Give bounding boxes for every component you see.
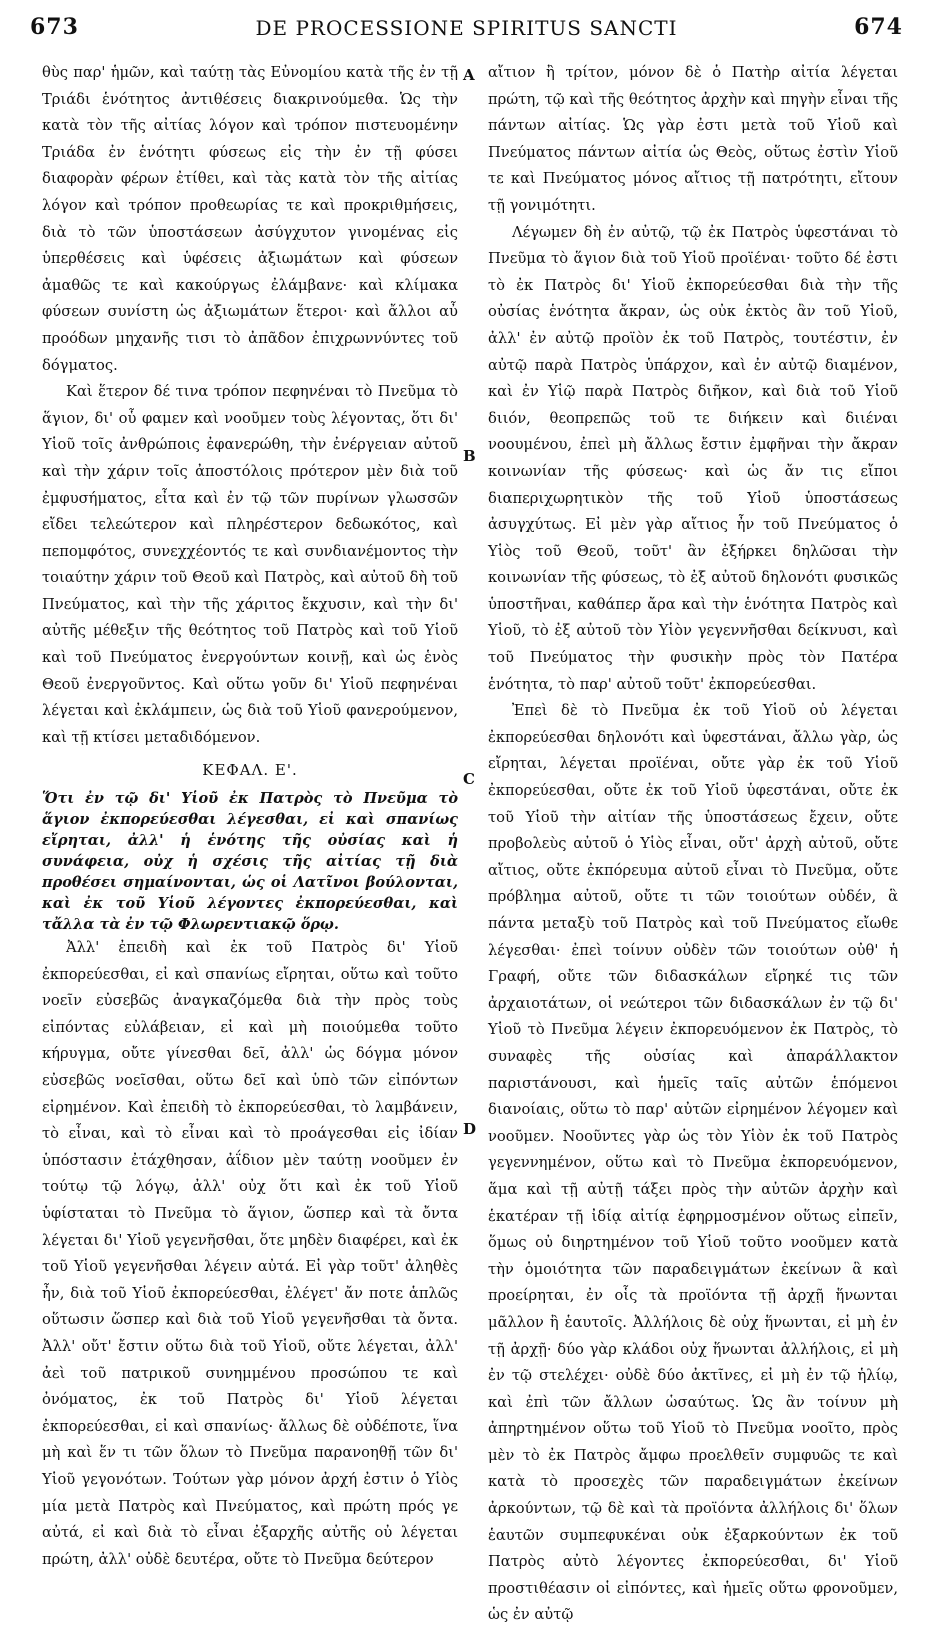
left-paragraph-2: Καὶ ἕτερον δέ τινα τρόπον πεφηνέναι τὸ Πνεῦμα τὸ ἅγιον, δι' οὗ φαμεν καὶ νοοῦμεν τοὺς λέγοντας, ὅτι δι' Υἱοῦ τοῖς ἀνθρώποις ἐφανερώθη, τὴν ἐνέργειαν αὐτοῦ καὶ τὴν χάριν τοῖς ἀποστόλοις πρότερον μὲν διὰ τοῦ ἐμφυσήματος, εἶτα καὶ ἐν τῷ τῶν πυρίνων γλωσσῶν εἴδει τελεώτερον καὶ πληρέστερον δεδωκότος, καὶ πεπομφότος, συνεχχέοντός τε καὶ συνδιανέμοντος τὴν τοιαύτην χάριν τοῦ Θεοῦ καὶ Πατρὸς, καὶ αὐτοῦ δὴ τοῦ Πνεύματος, καὶ τὴν τῆς χάριτος ἔκχυσιν, καὶ τὴν δι' αὐτῆς μέθεξιν τῆς θεότητος τοῦ Πατρὸς καὶ τοῦ Υἱοῦ καὶ τοῦ Πνεύματος ἐνεργούντων κοινῇ, καὶ ὡς ἑνὸς Θεοῦ ἐνεργοῦντος. Καὶ οὕτω γοῦν δι' Υἱοῦ πεφηνέναι λέγεται καὶ ἐκλάμπειν, ὡς διὰ τοῦ Υἱοῦ φανερούμενον, καὶ τῇ κτίσει μεταδιδόμενον. bbox=[42, 383, 458, 746]
right-paragraph-3: Ἐπεὶ δὲ τὸ Πνεῦμα ἐκ τοῦ Υἱοῦ οὐ λέγεται ἐκπορεύεσθαι δηλονότι καὶ ὑφεστάναι, ἄλλω γὰρ, ὡς εἴρηται, λέγεται προϊέναι, οὔτε γὰρ ἐκ τοῦ Υἱοῦ ἐκπορεύεσθαι, οὔτε ἐκ τοῦ Υἱοῦ ὑφεστάναι, οὔτε ἐκ τοῦ Υἱοῦ τὴν αἰτίαν τῆς ὑποστάσεως ἔχειν, οὔτε προβολεὺς αὐτοῦ ὁ Υἱὸς εἶναι, οὔτ' ἀρχὴ αὐτοῦ, οὔτε αἴτιος, οὔτε ἐκπόρευμα αὐτοῦ εἶναι τὸ Πνεῦμα, οὔτε πρόβλημα αὐτοῦ, οὔτε τι τῶν τοιούτων οὐδέν, ἃ πάντα μεταξὺ τοῦ Πατρὸς καὶ τοῦ Πνεύματος εἴωθε λέγεσθαι· ἐπεὶ τοίνυν οὐδὲν τῶν τοιούτων οὐθ' ἡ Γραφή, οὔτε τῶν διδασκάλων εἴρηκέ τις τῶν ἀρχαιοτάτων, οἱ νεώτεροι τῶν διδασκάλων ἐν τῷ δι' Υἱοῦ τὸ Πνεῦμα λέγειν ἐκπορευόμενον ἐκ Πατρὸς, τὸ συναφὲς τῆς οὐσίας καὶ ἀπαράλλακτον παριστάνουσι, καὶ ἡμεῖς ταῖς αὐτῶν ἑπόμενοι διανοίαις, οὕτω τὸ παρ' αὐτῶν εἰρημένον λέγομεν καὶ νοοῦμεν. Νοοῦντες γὰρ ὡς τὸν Υἱὸν ἐκ τοῦ Πατρὸς γεγεννημένον, οὕτω καὶ τὸ Πνεῦμα ἐκπορευόμενον, ἅμα καὶ τῇ αὐτῇ τάξει πρὸς τὴν αὐτῶν ἀρχὴν καὶ ἑκατέραν τῇ ἰδίᾳ αἰτίᾳ ἐφηρμοσμένον οὕτως εἰπεῖν, ὅμως οὐ διηρτημένον τοῦ Υἱοῦ τοῦτο νοοῦμεν κατὰ τὴν ὁμοιότητα τῶν παραδειγμάτων ἐκείνων ἃ καὶ προείρηται, ἐν οἷς τὰ προϊόντα τῇ ἀρχῇ ἥνωνται μᾶλλον ἢ ἑαυτοῖς. Ἀλλήλοις δὲ οὐχ ἥνωνται, εἰ μὴ ἐν τῇ ἀρχῇ· δύο γὰρ κλάδοι οὐχ ἥνωνται ἀλλήλοις, εἰ μὴ ἐν τῷ στελέχει· οὐδὲ δύο ἀκτῖνες, εἰ μὴ ἐν τῷ ἡλίῳ, καὶ ἐπὶ τῶν ἄλλων ὡσαύτως. Ὡς ἂν τοίνυν μὴ ἀπηρτημένον οὕτω τοῦ Υἱοῦ τὸ Πνεῦμα νοοῖτο, πρὸς μὲν τὸ ἐκ Πατρὸς ἄμφω προελθεῖν συμφυῶς τε καὶ κατὰ τὸ προσεχὲς τῶν παραδειγμάτων ἐκείνων ἀρκούντων, τῷ δὲ καὶ τὰ προϊόντα ἀλλήλοις δι' ὅλων ἑαυτῶν συμπεφυκέναι οὐκ ἐξαρκούντων ἐκ τοῦ Πατρὸς αὐτὸ λέγοντες ἐκπορεύεσθαι, δι' Υἱοῦ προστιθέασιν οἱ εἰπόντες, καὶ ἡμεῖς οὕτω φρονοῦμεν, ὡς ἐν αὐτῷ bbox=[488, 702, 898, 1624]
left-column bbox=[42, 60, 458, 1573]
left-paragraph-1: θὺς παρ' ἡμῶν, καὶ ταύτῃ τὰς Εὐνομίου κατὰ τῆς ἐν τῇ Τριάδι ἑνότητος ἀντιθέσεις διακρινούμεθα. Ὡς τὴν κατὰ τὸν τῆς αἰτίας λόγον καὶ τρόπον πιστευομένην Τριάδα ἐν ἑνότητι φύσεως εἰς τὴν ἐν τῇ φύσει διαφορὰν φέρων ἐτίθει, καὶ τὰς κατὰ τὸν τῆς αἰτίας λόγον καὶ τρόπον προθεωρίας τε καὶ προκριθμήσεις, διὰ τὸ τῶν ὑποστάσεων ἀσύγχυτον γινομένας εἰς ὑπερθέσεις καὶ ὑφέσεις ἀξιωμάτων καὶ φύσεων ἀμαθῶς τε καὶ κακούργως ἐλάμβανε· καὶ κλίμακα φύσεων συνίστη ὡς ἀξιωμάτων ἕτεροι· καὶ ἄλλοι αὖ προόδων μηχανῆς τισι τὸ ἀπᾶδον ἐπιχρωννύντες τοῦ δόγματος. bbox=[42, 64, 458, 374]
right-paragraph-1: αἴτιον ἢ τρίτον, μόνον δὲ ὁ Πατὴρ αἰτία λέγεται πρώτη, τῷ καὶ τῆς θεότητος ἀρχὴν καὶ πηγὴν εἶναι τῆς πάντων αἰτίας. Ὡς γὰρ ἐστι μετὰ τοῦ Υἱοῦ καὶ Πνεύματος πάντων αἰτία ὡς Θεὸς, οὕτως ἐστὶν Υἱοῦ τε καὶ Πνεύματος μόνος αἴτιος τῇ πατρότητι, εἴτουν τῇ γονιμότητι. bbox=[488, 64, 898, 214]
margin-letter-b: B bbox=[463, 447, 476, 465]
chapter-summary: Ὅτι ἐν τῷ δι' Υἱοῦ ἐκ Πατρὸς τὸ Πνεῦμα τὸ ἅγιον ἐκπορεύεσθαι λέγεσθαι, εἰ καὶ σπανίως εἴρηται, ἀλλ' ἡ ἑνότης τῆς οὐσίας καὶ ἡ συνάφεια, οὐχ ἡ σχέσις τῆς αἰτίας τῇ διὰ προθέσει σημαίνονται, ὡς οἱ Λατῖνοι βούλονται, καὶ ἐκ τοῦ Υἱοῦ λέγοντες ἐκπορεύεσθαι, καὶ τἄλλα τὰ ἐν τῷ Φλωρεντιακῷ ὅρῳ. bbox=[42, 790, 458, 934]
page-number-right: 674 bbox=[854, 14, 903, 40]
chapter-heading: ΚΕΦΑΛ. Ε'. bbox=[202, 761, 298, 780]
right-column bbox=[488, 60, 898, 1629]
right-paragraph-2: Λέγωμεν δὴ ἐν αὐτῷ, τῷ ἐκ Πατρὸς ὑφεστάναι τὸ Πνεῦμα τὸ ἅγιον διὰ τοῦ Υἱοῦ προϊέναι· τοῦτο δέ ἐστι τὸ ἐκ Πατρὸς δι' Υἱοῦ ἐκπορεύεσθαι διὰ τὴν τῆς οὐσίας ἑνότητα ἄκραν, ὡς οὐκ ἐκτὸς ἂν τοῦ Υἱοῦ, ἀλλ' ἐν αὐτῷ προϊὸν ἐκ τοῦ Πατρὸς, τουτέστιν, ἐν αὐτῷ παρὰ Πατρὸς ὑπάρχον, καὶ ἐν αὐτῷ διαμένον, καὶ ἐν Υἱῷ παρὰ Πατρὸς διῆκον, καὶ διὰ τοῦ Υἱοῦ διιόν, θεοπρεπῶς τοῦ τε διήκειν καὶ διιέναι νοουμένου, ἐπεὶ μὴ ἄλλως ἔστιν ἐμφῆναι τὴν ἄκραν κοινωνίαν τῆς φύσεως· καὶ ὡς ἄν τις εἴποι διαπεριχωρητικὸν τῆς τοῦ Υἱοῦ ὑποστάσεως ἀσυγχύτως. Εἰ μὲν γὰρ αἴτιος ἦν τοῦ Πνεύματος ὁ Υἱὸς τοῦ Θεοῦ, τοῦτ' ἂν ἐξήρκει δηλῶσαι τὴν κοινωνίαν τῆς φύσεως, τὸ ἐξ αὐτοῦ δηλονότι φυσικῶς ὑποστῆναι, καθάπερ ἄρα καὶ τὴν ἑνότητα Πατρὸς καὶ Υἱοῦ, τὸ ἐξ αὐτοῦ τὸν Υἱὸν γεγεννῆσθαι δείκνυσι, καὶ τοῦ Πνεύματος τὴν φυσικὴν πρὸς τὸν Πατέρα ἑνότητα, τὸ παρ' αὐτοῦ τοῦτ' ἐκπορεύεσθαι. bbox=[488, 223, 898, 693]
margin-letter-a: A bbox=[463, 66, 475, 84]
page-number-left: 673 bbox=[30, 14, 79, 40]
margin-letter-c: C bbox=[463, 770, 475, 788]
running-title: DE PROCESSIONE SPIRITUS SANCTI bbox=[255, 16, 678, 40]
margin-letter-d: D bbox=[463, 1120, 477, 1138]
page-header bbox=[30, 14, 903, 44]
left-paragraph-3: Ἀλλ' ἐπειδὴ καὶ ἐκ τοῦ Πατρὸς δι' Υἱοῦ ἐκπορεύεσθαι, εἰ καὶ σπανίως εἴρηται, οὕτω καὶ τοῦτο νοεῖν εὐσεβῶς ἀναγκαζόμεθα διὰ τὴν πρὸς τοὺς εἰπόντας εὐλάβειαν, εἰ καὶ μὴ ποιούμεθα τοῦτο κήρυγμα, οὔτε γίνεσθαι δεῖ, ἀλλ' ὡς δόγμα μόνον εὐσεβῶς νοεῖσθαι, οὕτω δεῖ καὶ ὑπὸ τῶν εἰπόντων εἰρημένον. Καὶ ἐπειδὴ τὸ ἐκπορεύεσθαι, τὸ λαμβάνειν, τὸ εἶναι, καὶ τὸ εἶναι καὶ τὸ προάγεσθαι εἰς ἰδίαν ὑπόστασιν ἐτάχθησαν, ἀΐδιον μὲν ταύτῃ νοοῦμεν ἐν τούτῳ τῷ λόγῳ, ἀλλ' οὐχ ὅτι καὶ ἐκ τοῦ Υἱοῦ ὑφίσταται τὸ Πνεῦμα τὸ ἅγιον, ὥσπερ καὶ τὰ ὄντα λέγεται δι' Υἱοῦ γεγενῆσθαι, ὅτε μηδὲν διαφέρει, καὶ ἐκ τοῦ Υἱοῦ γεγενῆσθαι λέγειν αὐτά. Εἰ γὰρ τοῦτ' ἀληθὲς ἦν, διὰ τοῦ Υἱοῦ ἐκπορεύεσθαι, ἐλέγετ' ἄν ποτε ἁπλῶς οὕτωσιν ὥσπερ καὶ διὰ τοῦ Υἱοῦ γεγενῆσθαι τὰ ὄντα. Ἀλλ' οὔτ' ἔστιν οὕτω διὰ τοῦ Υἱοῦ, οὔτε λέγεται, ἀλλ' ἀεὶ τοῦ πατρικοῦ συνημμένου προσώπου τε καὶ ὀνόματος, ἐκ τοῦ Πατρὸς δι' Υἱοῦ λέγεται ἐκπορεύεσθαι, εἰ καὶ σπανίως· ἄλλως δὲ οὐδέποτε, ἵνα μὴ καὶ ἕν τι τῶν ὅλων τὸ Πνεῦμα παρανοηθῇ τῶν δι' Υἱοῦ γεγονότων. Τούτων γὰρ μόνον ἀρχή ἐστιν ὁ Υἱὸς μία μετὰ Πατρὸς καὶ Πνεύματος, καὶ πρώτη πρός γε αὐτά, εἰ καὶ διὰ τὸ εἶναι ἐξαρχῆς αὐτῆς οὐ λέγεται πρώτη, ἀλλ' οὐδὲ δευτέρα, οὔτε τὸ Πνεῦμα δεύτερον bbox=[42, 939, 458, 1568]
